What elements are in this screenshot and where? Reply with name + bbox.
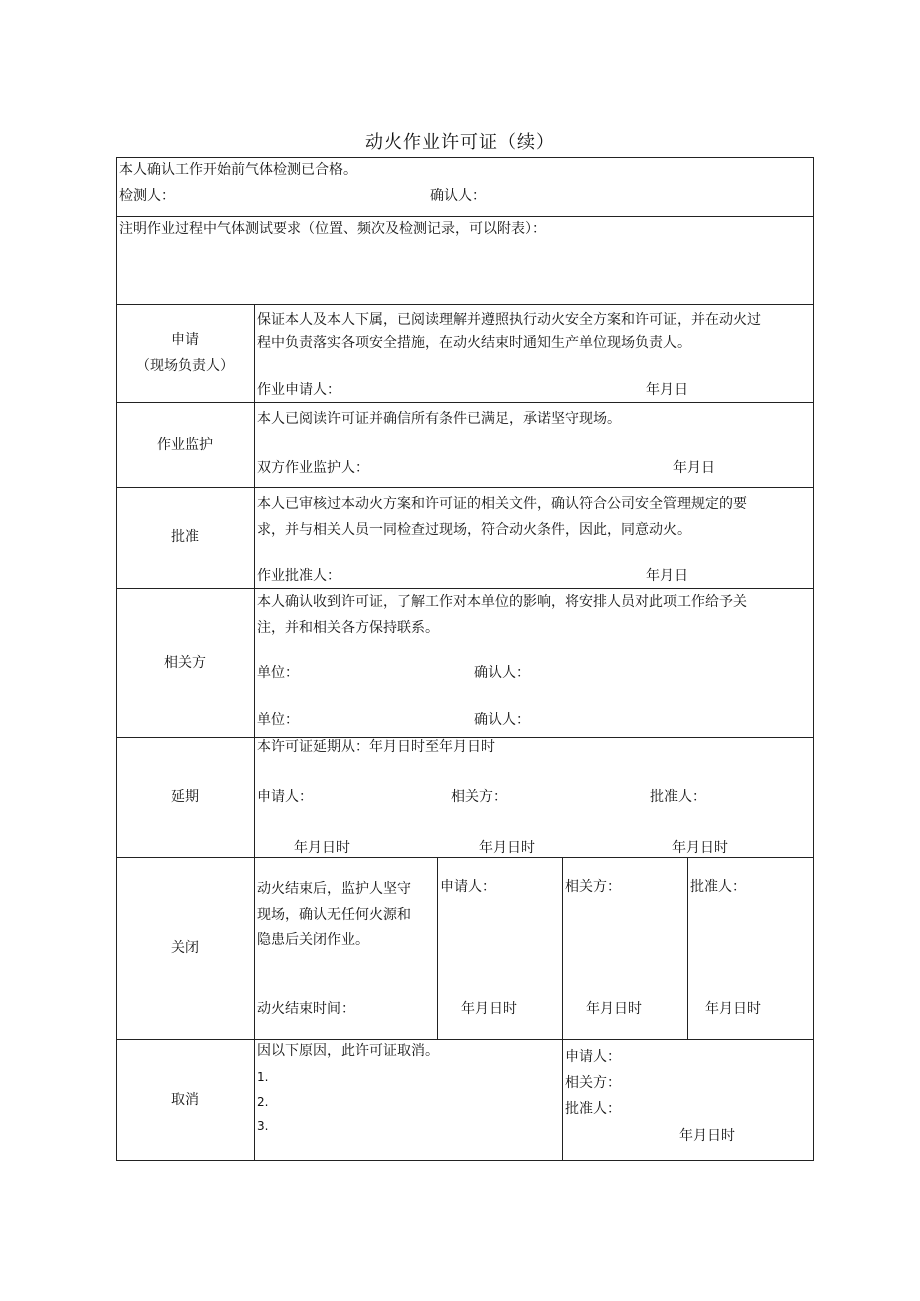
extend-label: 延期 [171,789,199,805]
cancel-reason-3: 3. [257,1119,269,1133]
apply-label: 申请 [171,332,199,348]
close-applicant-label: 申请人： [440,879,496,895]
related-label: 相关方 [164,655,206,671]
extend-text: 本许可证延期从：年月日时至年月日时 [257,739,495,755]
close-text-line1: 动火结束后，监护人坚守 [257,881,411,897]
extend-date-approver: 年月日时 [672,840,728,856]
approve-label: 批准 [171,529,199,545]
approve-text-line1: 本人已审核过本动火方案和许可证的相关文件，确认符合公司安全管理规定的要 [257,496,747,512]
page-title: 动火作业许可证（续） [365,132,555,153]
apply-signer-label: 作业申请人： [257,382,341,398]
monitor-text: 本人已阅读许可证并确信所有条件已满足，承诺坚守现场。 [257,411,621,427]
apply-text-line2: 程中负责落实各项安全措施，在动火结束时通知生产单位现场负责人。 [257,335,691,351]
approve-date: 年月日 [646,568,688,584]
related-confirmer2-label: 确认人： [474,712,530,728]
cancel-related-label: 相关方： [565,1075,621,1091]
close-text-line2: 现场，确认无任何火源和 [257,907,411,923]
extend-approver-label: 批准人： [650,789,706,805]
close-label: 关闭 [171,940,199,956]
close-approver-label: 批准人： [690,879,746,895]
extend-date-applicant: 年月日时 [294,840,350,856]
close-end-time-label: 动火结束时间： [257,1001,355,1017]
close-date-applicant: 年月日时 [461,1001,517,1017]
monitor-date: 年月日 [673,460,715,476]
related-unit1-label: 单位： [257,665,299,681]
cancel-label: 取消 [171,1092,199,1108]
related-unit2-label: 单位： [257,712,299,728]
gas-check-statement: 本人确认工作开始前气体检测已合格。 [119,162,357,178]
monitor-signer-label: 双方作业监护人： [257,460,369,476]
close-text-line3: 隐患后关闭作业。 [257,932,369,948]
cancel-reason-1: 1. [257,1070,269,1084]
close-date-related: 年月日时 [586,1001,642,1017]
related-text-line1: 本人确认收到许可证，了解工作对本单位的影响，将安排人员对此项工作给予关 [257,594,747,610]
cancel-text: 因以下原因，此许可证取消。 [257,1043,439,1059]
related-confirmer1-label: 确认人： [474,665,530,681]
apply-date: 年月日 [646,382,688,398]
cancel-reason-2: 2. [257,1095,269,1109]
close-date-approver: 年月日时 [705,1001,761,1017]
gas-tester-label: 检测人： [119,188,175,204]
gas-confirmer-label: 确认人： [430,188,486,204]
cancel-applicant-label: 申请人： [565,1049,621,1065]
apply-text-line1: 保证本人及本人下属，已阅读理解并遵照执行动火安全方案和许可证，并在动火过 [257,312,761,328]
apply-sublabel: （现场负责人） [136,358,234,374]
cancel-date: 年月日时 [679,1128,735,1144]
gas-test-note: 注明作业过程中气体测试要求（位置、频次及检测记录，可以附表）： [119,221,546,237]
extend-related-label: 相关方： [451,789,507,805]
approve-text-line2: 求，并与相关人员一同检查过现场，符合动火条件，因此，同意动火。 [257,522,691,538]
approve-signer-label: 作业批准人： [257,568,341,584]
related-text-line2: 注，并和相关各方保持联系。 [257,620,439,636]
cancel-approver-label: 批准人： [565,1101,621,1117]
close-related-label: 相关方： [565,879,621,895]
extend-applicant-label: 申请人： [257,789,313,805]
monitor-label: 作业监护 [157,437,213,453]
extend-date-related: 年月日时 [479,840,535,856]
